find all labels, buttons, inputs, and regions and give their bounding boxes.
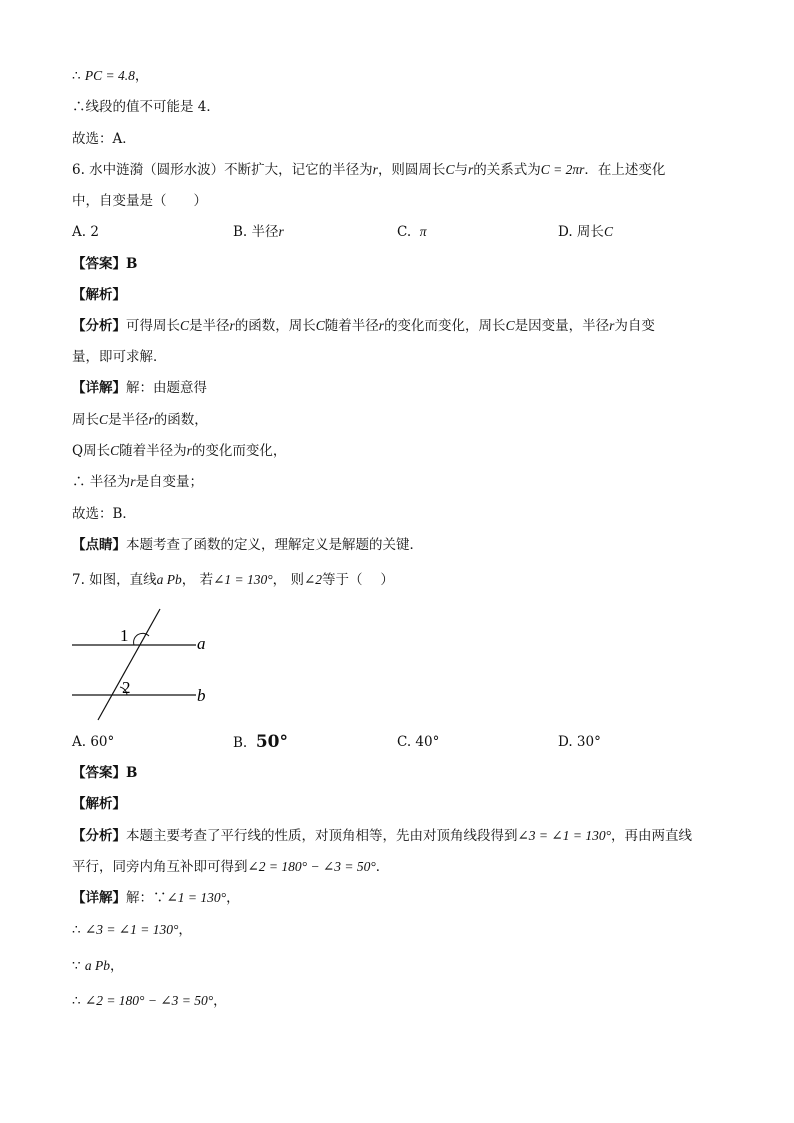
text: 周长 (72, 412, 99, 428)
var-c: C (445, 162, 455, 177)
q7-fenxi-line2 (72, 857, 389, 877)
var-r: r (278, 224, 284, 239)
prev-conclusion-text: ∴线段的值不可能是 4． (72, 99, 220, 115)
var-r: r (229, 318, 235, 333)
label-angle-1: 1 (120, 626, 129, 645)
var-r: r (372, 162, 378, 177)
q6-step2 (72, 441, 286, 461)
var-c: C (505, 318, 515, 333)
punct: ， (213, 993, 227, 1009)
text: 是半径 (189, 318, 230, 334)
pi: π (419, 224, 427, 239)
q7-step1 (72, 920, 192, 940)
q7-analysis-header (72, 794, 126, 814)
text: 的关系式为 (473, 162, 541, 178)
therefore-symbol: ∴ (72, 474, 90, 490)
transversal (98, 609, 160, 720)
var-r: r (130, 474, 136, 489)
q6-answer (72, 254, 137, 274)
therefore-symbol: ∴ (72, 68, 85, 84)
xiangjie-tag: 【详解】 (72, 890, 126, 906)
var-r: r (148, 412, 154, 427)
q6-fenxi-line2: 量，即可求解． (72, 349, 167, 365)
text: 随着半径为 (119, 443, 187, 459)
q7-xiangjie (72, 888, 240, 908)
q7-stem (72, 570, 394, 590)
text: 平行，同旁内角互补即可得到 (72, 859, 248, 875)
q6-option-b (233, 222, 284, 242)
text: 是自变量； (135, 474, 204, 490)
q7-option-b (233, 732, 288, 752)
q7-option-d: D. 30° (558, 734, 601, 750)
math: ∠2 = 180° − ∠3 = 50° (247, 859, 376, 874)
text: 是因变量，半径 (514, 318, 610, 334)
text: 7. 如图，直线 (72, 572, 157, 588)
formula: C = 2πr (540, 162, 585, 177)
var-c: C (99, 412, 109, 427)
text: B. (233, 735, 248, 751)
therefore-symbol: ∴ (72, 922, 85, 938)
angle-given: ∠1 = 130° (213, 572, 273, 587)
text: 的变化而变化， (191, 443, 287, 459)
math: ∠2 = 180° − ∠3 = 50° (84, 993, 214, 1008)
text: 的变化而变化，周长 (384, 318, 506, 334)
label-angle-2: 2 (122, 678, 131, 697)
q6-stem-line2: 中，自变量是（ ） (72, 193, 207, 209)
therefore-symbol: ∴ (72, 993, 85, 1009)
text: D. 周长 (558, 224, 604, 240)
text: ，则圆周长 (377, 162, 446, 178)
text: 等于（ ） (322, 572, 394, 588)
analysis-tag: 【解析】 (72, 796, 126, 812)
q6-analysis-header (72, 285, 126, 305)
answer-tag: 【答案】B (72, 256, 138, 272)
q6-dianjing (72, 535, 423, 555)
text: 的函数， (153, 412, 208, 428)
text: ， (226, 890, 240, 906)
text: ．在上述变化 (584, 162, 666, 178)
punct: ， (178, 922, 192, 938)
var-c: C (603, 224, 613, 239)
q7-step3 (72, 991, 227, 1011)
q6-step1 (72, 410, 208, 430)
var-r: r (609, 318, 615, 333)
q7-option-c: C. 40° (397, 734, 440, 750)
math: ∠3 = ∠1 = 130° (517, 828, 611, 843)
text: ， 则 (272, 572, 304, 588)
label-line-b: b (197, 686, 206, 705)
text: 随着半径 (324, 318, 379, 334)
text: 的函数，周长 (234, 318, 316, 334)
q7-answer (72, 763, 137, 783)
label-line-a: a (197, 634, 206, 653)
punct: ， (110, 958, 124, 974)
prev-conclusion-pc (72, 66, 148, 86)
q6-xiangjie (72, 378, 207, 398)
text: 本题主要考查了平行线的性质，对顶角相等，先由对顶角线段得到 (126, 828, 518, 844)
option-b-value: 50° (255, 732, 288, 752)
text: 6. 水中涟漪（圆形水波）不断扩大，记它的半径为 (72, 162, 373, 178)
text: 半径为 (89, 474, 131, 490)
q6-option-a: A. 2 (72, 224, 99, 240)
text: 是半径 (108, 412, 149, 428)
var-c: C (180, 318, 190, 333)
q6-fenxi-line1 (72, 316, 655, 336)
text: 周长 (83, 443, 111, 459)
q6-choice: 故选：B． (72, 506, 136, 522)
text: 为自变 (614, 318, 655, 334)
var-r: r (467, 162, 474, 177)
text: ． (375, 859, 390, 875)
answer-tag: 【答案】B (72, 765, 138, 781)
text: B. 半径 (233, 224, 279, 240)
fenxi-tag: 【分析】 (72, 318, 126, 334)
punct: ， (134, 68, 149, 84)
q6-step3 (72, 472, 203, 492)
q6-option-c (397, 222, 427, 242)
var-r: r (186, 443, 192, 458)
q6-option-d (558, 222, 613, 242)
text: ，再由两直线 (611, 828, 692, 844)
xiangjie-tag: 【详解】 (72, 380, 126, 396)
analysis-tag: 【解析】 (72, 287, 126, 303)
math: ∠1 = 130° (166, 890, 227, 905)
fenxi-tag: 【分析】 (72, 828, 126, 844)
var-c: C (315, 318, 325, 333)
var-r: r (378, 318, 385, 333)
text: 可得周长 (126, 318, 180, 334)
text: ， 若 (181, 572, 214, 588)
text: C. (397, 224, 412, 240)
math: ∠3 = ∠1 = 130° (84, 922, 179, 937)
q7-step2 (72, 956, 124, 976)
parallel-expr: a Pb (156, 572, 182, 587)
text: 与 (454, 162, 468, 178)
q6-stem-line1 (72, 160, 665, 180)
prev-choice: 故选：A． (72, 131, 136, 147)
angle-asked: ∠2 (303, 572, 323, 587)
text: 解：由题意得 (126, 380, 207, 396)
math-pc: PC = 4.8 (84, 68, 135, 83)
because-symbol: ∵ (72, 958, 85, 974)
var-c: C (110, 443, 120, 458)
text: 解：∵ (126, 890, 167, 906)
because-symbol: Q (72, 443, 84, 459)
q7-fenxi-line1 (72, 826, 692, 846)
parallel-lines-figure (66, 605, 226, 725)
dianjing-tag: 【点睛】 (72, 537, 126, 553)
text: 本题考查了函数的定义，理解定义是解题的关键． (126, 537, 423, 553)
math: a Pb (84, 958, 111, 973)
q7-option-a: A. 60° (72, 734, 115, 750)
